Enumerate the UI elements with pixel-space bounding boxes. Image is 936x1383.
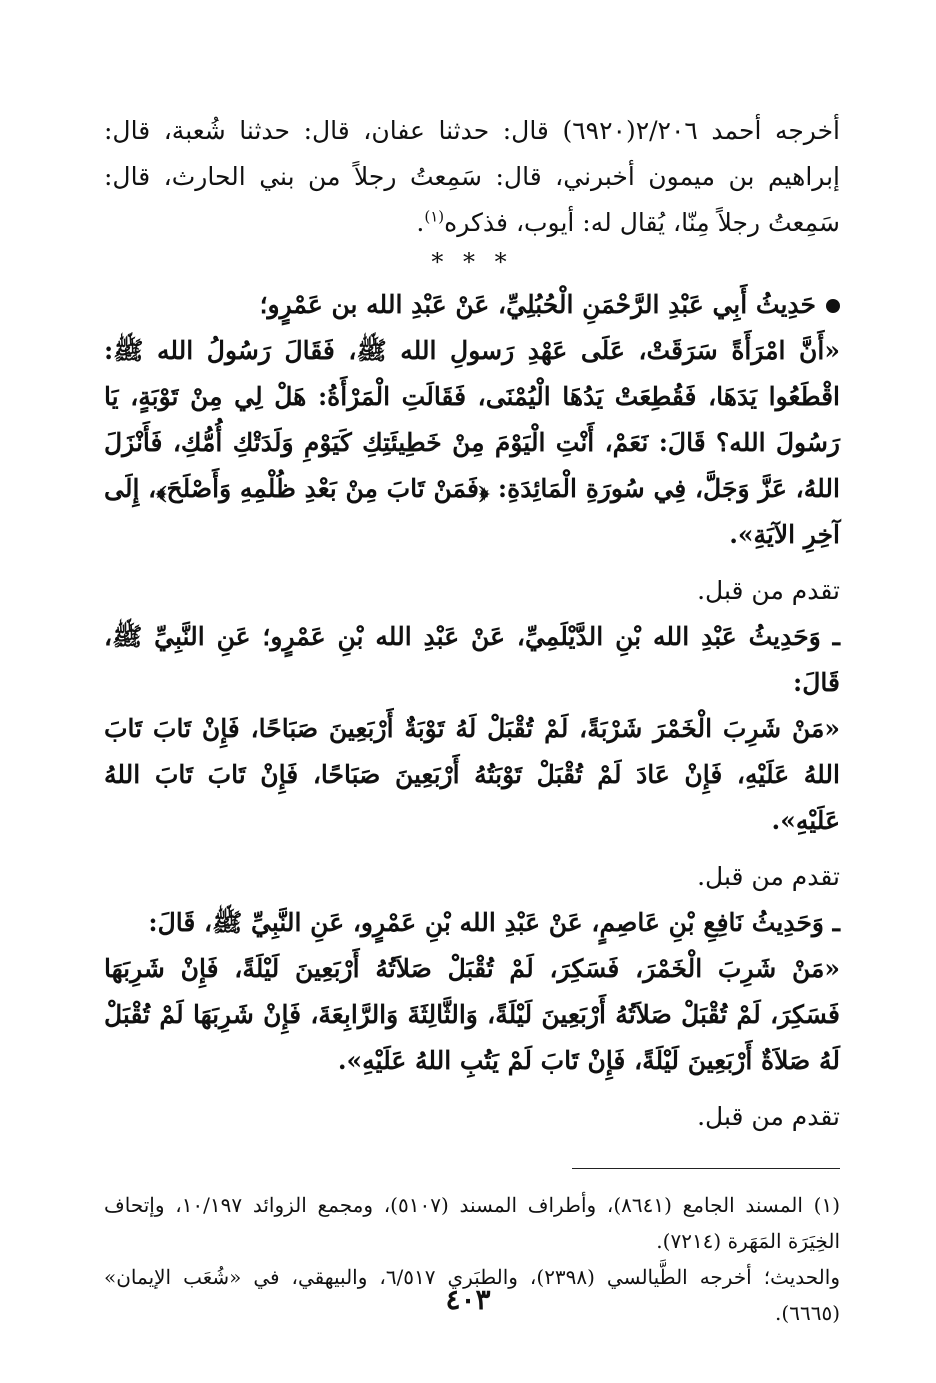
hadith2-heading: ـ وَحَدِيثُ عَبْدِ الله بْنِ الدَّيْلَمِيِّ، عَنْ عَبْدِ الله بْنِ عَمْرٍو؛ عَنِ النَّبِيِّ ﷺ، قَالَ: <box>104 622 840 697</box>
hadith3-text: «مَنْ شَرِبَ الْخَمْرَ، فَسَكِرَ، لَمْ تُقْبَلْ صَلاَتُهُ أَرْبَعِينَ لَيْلَةً، فَإِنْ شَرِبَهَا فَسَكِرَ، لَمْ تُقْبَلْ صَلاَتُهُ أَرْبَعِينَ لَيْلَةً، وَالثَّالِثَةَ وَالرَّابِعَةَ، فَإِنْ شَرِبَهَا لَمْ تُقْبَلْ لَهُ صَلاَةٌ أَرْبَعِينَ لَيْلَةً، فَإِنْ تَابَ لَمْ يَتُبِ اللهُ عَلَيْهِ». <box>104 954 840 1075</box>
page-number: ٤٠٣ <box>445 1283 491 1316</box>
reference-note-2: تقدم من قبل. <box>697 862 840 891</box>
hadith-heading-row <box>104 282 840 328</box>
hadith2-text: «مَنْ شَرِبَ الْخَمْرَ شَرْبَةً، لَمْ تُقْبَلْ لَهُ تَوْبَةٌ أَرْبَعِينَ صَبَاحًا، فَإِنْ تَابَ تَابَ اللهُ عَلَيْهِ، فَإِنْ عَادَ لَمْ تُقْبَلْ تَوْبَتُهُ أَرْبَعِينَ صَبَاحًا، فَإِنْ تَابَ تَابَ اللهُ عَلَيْهِ». <box>104 714 840 835</box>
reference-note-3: تقدم من قبل. <box>697 1102 840 1131</box>
hadith3-heading: ـ وَحَدِيثُ نَافِعِ بْنِ عَاصِمٍ، عَنْ عَبْدِ الله بْنِ عَمْرٍو، عَنِ النَّبِيِّ ﷺ، قَالَ: <box>148 908 840 937</box>
hadith-heading: حَدِيثُ أَبِي عَبْدِ الرَّحْمَنِ الْحُبُلِيِّ، عَنْ عَبْدِ الله بن عَمْرٍو؛ <box>259 290 816 319</box>
footnote-2: والحديث؛ أخرجه الطَّيالسي (٢٣٩٨)، والطبَري ٦/٥١٧، والبيهقي، في «شُعَب الإيمان» (٦٦٦٥). <box>104 1265 840 1325</box>
footnote-marker: (١) <box>424 207 445 226</box>
footnote-1: (١) المسند الجامع (٨٦٤١)، وأطراف المسند (٥١٠٧)، ومجمع الزوائد ١٠/١٩٧، وإتحاف الخِيَرَة المَهَرة (٧٢١٤). <box>104 1193 840 1253</box>
footnote-divider <box>572 1168 840 1169</box>
reference-note-1: تقدم من قبل. <box>697 576 840 605</box>
top-paragraph-text: أخرجه أحمد ٢/٢٠٦(٦٩٢٠) قال: حدثنا عفان، قال: حدثنا شُعبة، قال: إبراهيم بن ميمون أخبرني، قال: سَمِعتُ رجلاً من بني الحارث، قال: سَمِعتُ رجلاً مِنّا، يُقال له: أيوب، فذكره <box>104 116 841 237</box>
top-paragraph-end: . <box>416 208 425 237</box>
bullet-icon <box>826 299 840 313</box>
section-separator: * * * <box>431 248 513 276</box>
hadith-text: «أَنَّ امْرَأَةً سَرَقَتْ، عَلَى عَهْدِ رَسولِ الله ﷺ، فَقَالَ رَسُولُ الله ﷺ: اقْطَعُوا يَدَهَا، فَقُطِعَتْ يَدُهَا الْيُمْنَى، فَقَالَتِ الْمَرْأَةُ: هَلْ لِي مِنْ تَوْبَةٍ، يَا رَسُولَ الله؟ قَالَ: نَعَمْ، أَنْتِ الْيَوْمَ مِنْ خَطِيئَتِكِ كَيَوْمِ وَلَدَتْكِ أُمُّكِ، فَأَنْزَلَ اللهُ، عَزَّ وَجَلَّ، فِي سُورَةِ الْمَائِدَةِ: ﴿فَمَنْ تَابَ مِنْ بَعْدِ ظُلْمِهِ وَأَصْلَحَ﴾، إِلَى آخِرِ الآيَةِ». <box>104 336 840 549</box>
top-paragraph <box>104 108 840 246</box>
